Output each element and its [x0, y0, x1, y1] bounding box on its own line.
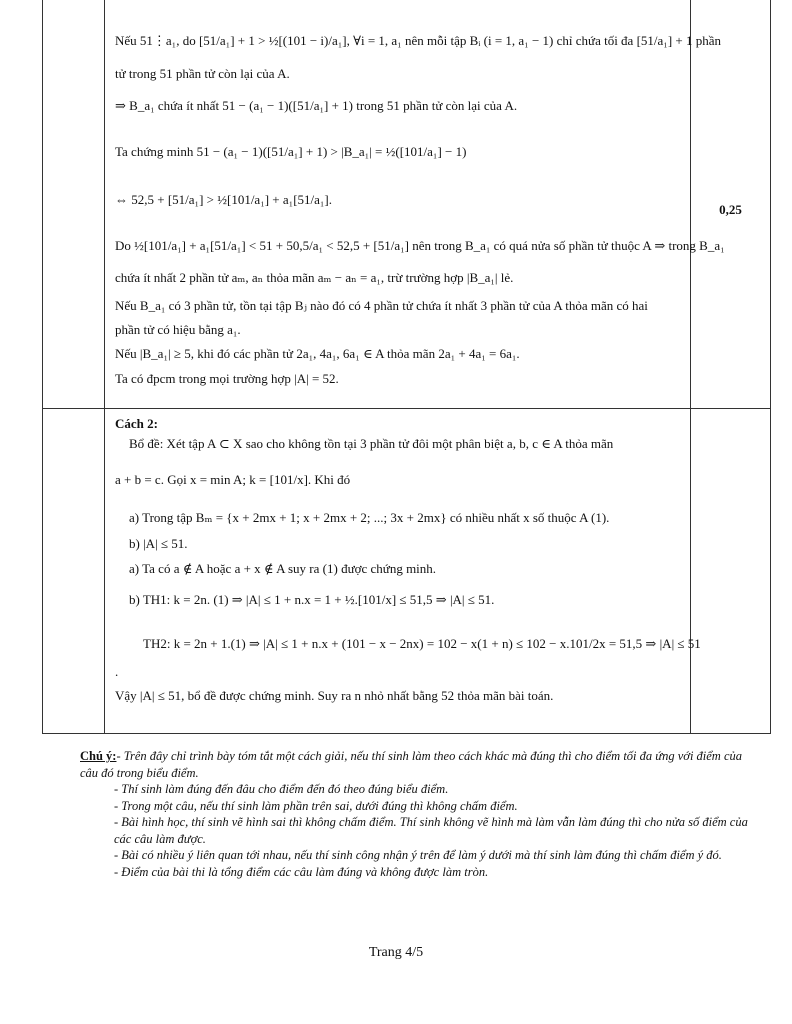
- note-item: - Bài có nhiều ý liên quan tới nhau, nếu thí sinh công nhận ý trên để làm ý dưới mà thí sinh làm đúng thì chấm điểm ý đó.: [114, 848, 722, 862]
- note-lead: Chú ý:: [80, 749, 117, 763]
- note-item: - Thí sinh làm đúng đến đâu cho điểm đến đó theo đúng biểu điểm.: [114, 782, 449, 796]
- text-line: a) Trong tập Bₘ = {x + 2mx + 1; x + 2mx + 2; ...; 3x + 2mx} có nhiều nhất x số thuộc A (1).: [129, 510, 610, 525]
- text-line: a) Ta có a ∉ A hoặc a + x ∉ A suy ra (1) được chứng minh.: [129, 561, 437, 576]
- text-line: Do ½[101/a₁] + a₁[51/a₁] < 51 + 50,5/a₁ < 52,5 + [51/a₁] nên trong B_a₁ có quá nửa số phần tử thuộc A ⇒ trong B_a₁: [115, 238, 725, 253]
- note-item: - Trong một câu, nếu thí sinh làm phần trên sai, dưới đúng thì không chấm điểm.: [114, 798, 518, 813]
- text-line: .: [115, 664, 119, 679]
- text-line: ⇔ 52,5 + [51/a₁] > ½[101/a₁] + a₁[51/a₁].: [115, 192, 333, 207]
- answer-table: [42, 0, 771, 734]
- text-line: phần tử có hiệu bằng a₁.: [115, 322, 241, 337]
- text-line: TH2: k = 2n + 1.(1) ⇒ |A| ≤ 1 + n.x + (101 − x − 2nx) = 102 − x(1 + n) ≤ 102 − x.101/2x = 51,5 ⇒ |A| ≤ 51: [143, 636, 701, 651]
- text-line: Bổ đề: Xét tập A ⊂ X sao cho không tồn tại 3 phần tử đôi một phân biệt a, b, c ∈ A thỏa mãn: [129, 436, 614, 451]
- text-line: a + b = c. Gọi x = min A; k = [101/x]. Khi đó: [115, 472, 351, 487]
- note-item: - Điểm của bài thi là tổng điểm các câu làm đúng và không được làm tròn.: [114, 864, 489, 879]
- text-line: Ta có đpcm trong mọi trường hợp |A| = 52.: [115, 371, 339, 386]
- text-line: chứa ít nhất 2 phần tử aₘ, aₙ thỏa mãn aₘ − aₙ = a₁, trừ trường hợp |B_a₁| lẻ.: [115, 270, 514, 285]
- row-divider: [43, 408, 770, 409]
- note-first: - Trên đây chỉ trình bày tóm tắt một cách giải, nếu thí sinh làm theo cách khác mà đúng thì cho điểm tối đa ứng với điểm của câu đó trong biểu điểm.: [80, 749, 743, 780]
- text-line: Ta chứng minh 51 − (a₁ − 1)([51/a₁] + 1) > |B_a₁| = ½([101/a₁] − 1): [115, 144, 467, 159]
- grading-note: [80, 748, 760, 880]
- method-title: Cách 2:: [115, 416, 158, 431]
- text-line: b) |A| ≤ 51.: [129, 536, 188, 551]
- text-line: Nếu |B_a₁| ≥ 5, khi đó các phần tử 2a₁, 4a₁, 6a₁ ∈ A thỏa mãn 2a₁ + 4a₁ = 6a₁.: [115, 346, 520, 361]
- text-line: tử trong 51 phần tử còn lại của A.: [115, 66, 290, 81]
- text-line: Nếu 51⋮a₁, do [51/a₁] + 1 > ½[(101 − i)/a₁], ∀i = 1, a₁ nên mỗi tập Bᵢ (i = 1, a₁ − 1) chỉ chứa tối đa [51/a₁] + 1 phần: [115, 33, 722, 48]
- column-divider-left: [104, 0, 105, 733]
- text-line: b) TH1: k = 2n. (1) ⇒ |A| ≤ 1 + n.x = 1 + ½.[101/x] ≤ 51,5 ⇒ |A| ≤ 51.: [129, 592, 495, 607]
- column-divider-right: [690, 0, 691, 733]
- page-number: Trang 4/5: [368, 945, 424, 960]
- text-line: Vậy |A| ≤ 51, bổ đề được chứng minh. Suy ra n nhỏ nhất bằng 52 thỏa mãn bài toán.: [115, 688, 554, 703]
- score-value: 0,25: [719, 202, 742, 217]
- text-line: Nếu B_a₁ có 3 phần tử, tồn tại tập Bⱼ nào đó có 4 phần tử chứa ít nhất 3 phần tử của A thỏa mãn có hai: [115, 298, 648, 313]
- note-item: - Bài hình học, thí sinh vẽ hình sai thì không chấm điểm. Thí sinh không vẽ hình mà làm vẫn làm đúng thì cho nửa số điểm của các câu làm được.: [114, 815, 748, 846]
- text-line: ⇒ B_a₁ chứa ít nhất 51 − (a₁ − 1)([51/a₁] + 1) trong 51 phần tử còn lại của A.: [115, 98, 518, 113]
